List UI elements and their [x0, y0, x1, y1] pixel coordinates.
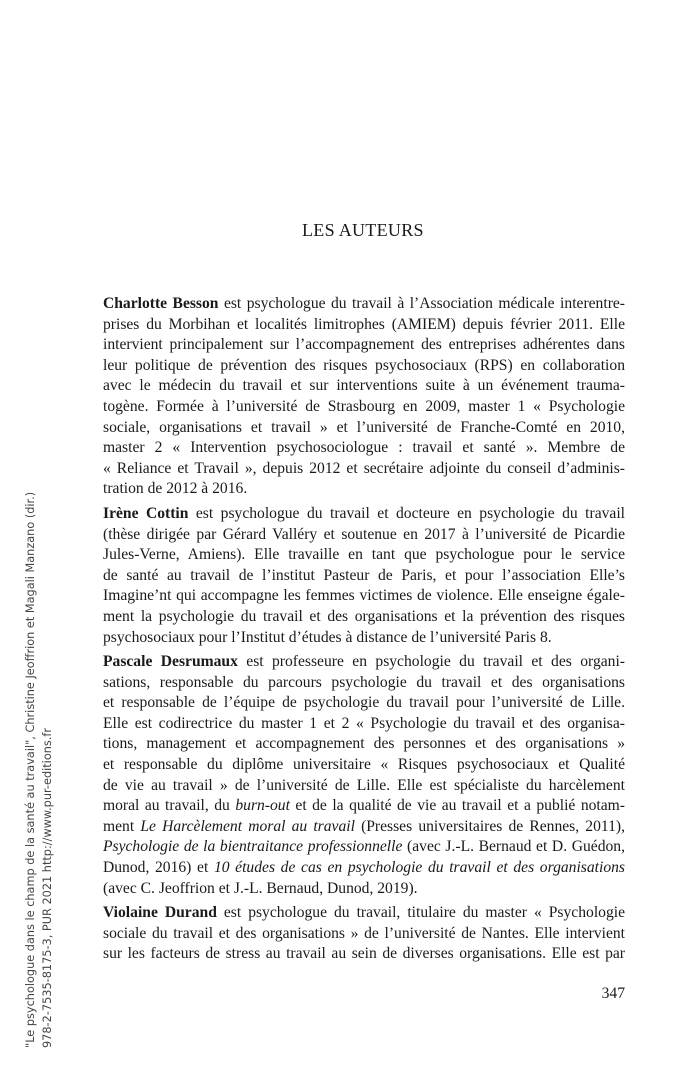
text-line: [103, 817, 625, 838]
text-run: Imagine’nt qui accompagne les femmes victimes de violence. Elle enseigne égale-: [103, 587, 625, 605]
italic-title: Psychologie de la bientraitance professionnelle: [103, 838, 403, 856]
text-run: Elle est codirectrice du master 1 et 2 « Psychologie du travail et des organisa-: [103, 714, 625, 732]
italic-title: Le Harcèlement moral au travail: [140, 817, 355, 835]
text-line: [103, 438, 625, 459]
text-run: prises du Morbihan et localités limitrophes (AMIEM) depuis février 2011. Elle: [103, 315, 625, 333]
text-run: et de la qualité de vie au travail et a publié notam-: [289, 797, 625, 815]
text-line: [103, 545, 625, 566]
text-line: [103, 397, 625, 418]
side-citation-line-2: 978-2-7535-8175-3, PUR 2021 http://www.pur-editions.fr: [41, 728, 54, 1048]
author-name: Violaine Durand: [103, 904, 217, 922]
author-bio-paragraph: [103, 903, 625, 965]
text-line: [103, 586, 625, 607]
text-run: est psychologue du travail, titulaire du master « Psychologie: [216, 904, 625, 922]
text-line: [103, 459, 625, 480]
side-citation: [22, 492, 56, 1048]
text-line: [103, 479, 625, 500]
text-run: de vie au travail » de l’université de Lille. Elle est spécialiste du harcèlement: [103, 776, 625, 794]
text-run: est professeure en psychologie du travail et des organi-: [237, 653, 625, 671]
text-run: (avec J.-L. Bernaud et D. Guédon,: [402, 838, 625, 856]
text-run: master 2 « Intervention psychosociologue : travail et santé ». Membre de: [103, 439, 625, 457]
text-line: [103, 734, 625, 755]
text-run: Jules-Verne, Amiens). Elle travaille en tant que psychologue pour le service: [103, 546, 625, 564]
text-line: [103, 566, 625, 587]
text-line: [103, 944, 625, 965]
text-line: [103, 837, 625, 858]
text-run: Dunod, 2016) et: [103, 859, 214, 877]
page-number: 347: [601, 985, 625, 1002]
text-run: intervient principalement sur l’accompagnement des entreprises adhérentes dans: [103, 336, 625, 354]
author-name: Irène Cottin: [103, 504, 189, 522]
text-run: tions, management et accompagnement des personnes et des organisations »: [103, 735, 625, 753]
text-run: ment la psychologie du travail et des organisations et la prévention des risques: [103, 607, 625, 625]
text-run: et responsable de l’équipe de psychologie du travail pour l’université de Lille.: [103, 694, 625, 712]
author-bio-paragraph: [103, 294, 625, 500]
author-name: Pascale Desrumaux: [103, 653, 238, 671]
text-run: sociale du travail et des organisations » de l’université de Nantes. Elle intervient: [103, 924, 625, 942]
text-run: (thèse dirigée par Gérard Vallérу et soutenue en 2017 à l’université de Picardie: [103, 525, 625, 543]
page-title: LES AUTEURS: [302, 220, 424, 240]
text-run: (avec C. Jeoffrion et J.-L. Bernaud, Dunod, 2019).: [103, 879, 418, 897]
side-citation-line-1: "Le psychologue dans le champ de la santé au travail", Christine Jeoffrion et Magali Manzano (dir.): [24, 491, 37, 1048]
author-bios: [103, 294, 625, 969]
author-name: Charlotte Besson: [103, 295, 219, 312]
text-run: de santé au travail de l’institut Pasteur de Paris, et pour l’association Elle’s: [103, 566, 625, 584]
text-run: leur politique de prévention des risques psychosociaux (RPS) en collaboration: [103, 356, 625, 374]
text-line: [103, 628, 625, 649]
text-run: sociale, organisations et travail » et l’université de Franche-Comté en 2010,: [103, 418, 625, 436]
text-run: « Reliance et Travail », depuis 2012 et secrétaire adjointe du conseil d’adminis-: [103, 459, 625, 477]
text-line: [103, 652, 625, 673]
text-line: [103, 607, 625, 628]
text-line: [103, 879, 625, 900]
text-line: [103, 376, 625, 397]
text-run: est psychologue du travail à l’Association médicale interentre-: [218, 295, 625, 312]
text-line: [103, 903, 625, 924]
italic-title: 10 études de cas en psychologie du travail et des organisations: [213, 859, 625, 877]
text-line: [103, 335, 625, 356]
text-run: et responsable du diplôme universitaire « Risques psychosociaux et Qualité: [103, 756, 625, 774]
text-run: moral au travail, du: [103, 797, 236, 815]
text-line: [103, 714, 625, 735]
text-line: [103, 294, 625, 315]
text-line: [103, 796, 625, 817]
text-line: [103, 673, 625, 694]
text-run: est psychologue du travail et docteure en psychologie du travail: [188, 504, 626, 522]
author-bio-paragraph: [103, 652, 625, 899]
text-line: [103, 924, 625, 945]
italic-title: burn-out: [235, 797, 290, 815]
text-line: [103, 525, 625, 546]
text-run: avec le médecin du travail et sur interventions suite à un événement trauma-: [103, 377, 625, 395]
text-line: [103, 858, 625, 879]
text-run: sur les facteurs de stress au travail au sein de diverses organisations. Elle est par: [103, 945, 625, 963]
text-line: [103, 755, 625, 776]
text-line: [103, 693, 625, 714]
text-line: [103, 356, 625, 377]
text-line: [103, 418, 625, 439]
text-run: togène. Formée à l’université de Strasbourg en 2009, master 1 « Psychologie: [103, 397, 625, 415]
text-run: tration de 2012 à 2016.: [103, 480, 248, 498]
text-line: [103, 504, 625, 525]
text-line: [103, 776, 625, 797]
text-run: sations, responsable du parcours psychologie du travail et des organisations: [103, 673, 625, 691]
text-run: ment: [103, 817, 141, 835]
text-run: (Presses universitaires de Rennes, 2011),: [354, 817, 625, 835]
author-bio-paragraph: [103, 504, 625, 648]
text-line: [103, 315, 625, 336]
text-run: psychosociaux pour l’Institut d’études à distance de l’université Paris 8.: [103, 628, 552, 646]
